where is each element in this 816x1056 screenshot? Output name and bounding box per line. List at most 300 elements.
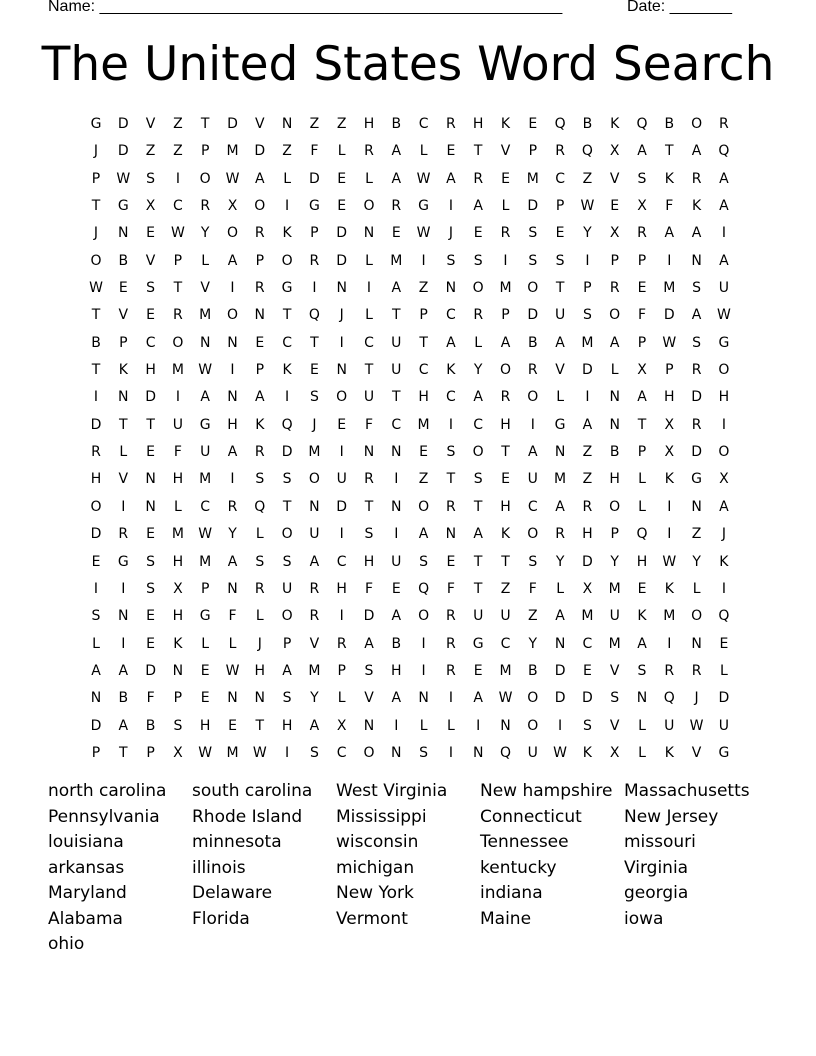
grid-letter: I — [175, 389, 180, 406]
grid-letter: D — [336, 498, 348, 515]
grid-letter: Z — [336, 116, 347, 132]
grid-letter: P — [200, 143, 210, 160]
grid-letter: G — [199, 608, 211, 625]
grid-letter: I — [448, 198, 453, 215]
word-list-item: kentucky — [480, 857, 557, 878]
grid-letter: W — [198, 744, 213, 761]
grid-letter: A — [118, 662, 129, 679]
grid-letter: R — [609, 280, 620, 297]
grid-letter: T — [392, 389, 401, 406]
grid-letter: I — [394, 717, 399, 734]
grid-letter: S — [146, 553, 156, 570]
grid-letter: A — [446, 334, 456, 351]
grid-letter: S — [91, 608, 101, 625]
grid-letter: K — [692, 198, 702, 215]
header-line — [48, 0, 748, 20]
grid-letter: W — [225, 170, 240, 187]
grid-letter: L — [119, 444, 128, 461]
grid-letter: X — [336, 717, 347, 734]
word-list-item: indiana — [480, 883, 543, 903]
grid-letter: E — [146, 225, 156, 242]
grid-letter: O — [254, 198, 266, 215]
grid-letter: L — [638, 471, 646, 488]
grid-letter: E — [582, 662, 592, 679]
grid-letter: N — [363, 717, 375, 734]
grid-letter: C — [173, 198, 183, 215]
grid-letter: X — [145, 198, 156, 215]
grid-letter: P — [665, 362, 674, 379]
grid-letter: C — [418, 116, 429, 132]
grid-letter: R — [336, 635, 347, 652]
grid-letter: I — [285, 389, 290, 406]
grid-letter: K — [664, 580, 674, 597]
grid-letter: C — [473, 416, 484, 433]
word-list-item: Alabama — [48, 908, 123, 929]
grid-letter: T — [473, 143, 483, 160]
word-list-item: minnesota — [192, 832, 282, 852]
grid-letter: H — [718, 389, 730, 406]
grid-letter: A — [555, 498, 565, 515]
grid-letter: A — [391, 143, 402, 160]
grid-letter: I — [93, 389, 99, 406]
grid-letter: K — [664, 170, 674, 187]
grid-letter: O — [718, 444, 730, 461]
grid-letter: M — [608, 635, 621, 652]
grid-letter: R — [500, 225, 511, 242]
grid-letter: B — [527, 662, 538, 679]
grid-letter: T — [473, 553, 483, 570]
word-list-item: West Virginia — [336, 781, 448, 801]
grid-letter: M — [554, 471, 567, 488]
grid-letter: F — [228, 608, 237, 625]
grid-letter: G — [281, 280, 293, 297]
grid-letter: W — [689, 717, 704, 734]
grid-letter: A — [691, 143, 702, 160]
grid-letter: O — [472, 280, 484, 297]
grid-letter: T — [665, 143, 674, 160]
grid-letter: T — [146, 416, 155, 433]
grid-letter: V — [200, 280, 210, 297]
grid-letter: Z — [173, 143, 183, 160]
grid-letter: L — [201, 252, 210, 269]
grid-letter: P — [91, 744, 101, 761]
grid-letter: U — [527, 744, 538, 761]
word-list-item: Massachusetts — [624, 781, 750, 801]
grid-letter: Z — [500, 580, 511, 597]
grid-letter: A — [691, 307, 702, 324]
grid-letter: E — [501, 471, 510, 488]
grid-letter: K — [118, 362, 128, 379]
grid-letter: A — [418, 526, 429, 543]
grid-letter: O — [226, 225, 239, 242]
grid-letter: L — [638, 744, 646, 761]
grid-letter: O — [281, 526, 293, 543]
grid-letter: L — [228, 635, 237, 652]
grid-letter: J — [694, 690, 699, 707]
grid-letter: V — [691, 744, 702, 761]
grid-letter: R — [473, 307, 484, 324]
grid-letter: P — [310, 225, 319, 242]
grid-letter: W — [170, 225, 185, 242]
grid-letter: N — [391, 744, 402, 761]
grid-letter: O — [199, 170, 211, 187]
grid-letter: L — [419, 143, 428, 160]
word-list-item: Maryland — [48, 883, 127, 903]
grid-letter: R — [254, 225, 265, 242]
grid-letter: C — [446, 389, 456, 406]
grid-letter: A — [282, 662, 292, 679]
grid-letter: D — [554, 690, 566, 707]
grid-letter: U — [391, 553, 402, 570]
grid-letter: R — [227, 498, 238, 515]
grid-letter: W — [662, 334, 677, 351]
grid-letter: D — [554, 662, 566, 679]
grid-letter: J — [257, 635, 262, 652]
grid-letter: A — [719, 498, 729, 515]
grid-letter: F — [146, 690, 155, 707]
grid-letter: D — [663, 307, 675, 324]
grid-letter: I — [421, 252, 426, 269]
grid-letter: O — [90, 252, 102, 269]
grid-letter: Z — [145, 143, 156, 160]
grid-letter: R — [309, 252, 320, 269]
grid-letter: S — [282, 690, 292, 707]
grid-letter: T — [173, 280, 183, 297]
grid-letter: Y — [583, 225, 592, 242]
grid-letter: S — [173, 717, 183, 734]
grid-letter: R — [446, 116, 456, 132]
grid-letter: E — [118, 280, 128, 297]
grid-letter: D — [363, 608, 375, 625]
grid-letter: E — [146, 307, 156, 324]
grid-letter: E — [473, 662, 483, 679]
grid-letter: T — [364, 498, 374, 515]
grid-letter: Z — [309, 116, 320, 132]
grid-letter: V — [145, 116, 156, 132]
word-list-item: New hampshire — [480, 781, 613, 801]
grid-letter: I — [366, 280, 372, 297]
grid-letter: E — [419, 444, 429, 461]
grid-letter: Q — [254, 498, 266, 515]
grid-letter: Q — [554, 116, 566, 132]
grid-letter: A — [555, 608, 565, 625]
grid-letter: U — [664, 717, 675, 734]
grid-letter: H — [609, 471, 620, 488]
grid-letter: A — [227, 252, 238, 269]
grid-letter: I — [667, 635, 672, 652]
grid-letter: L — [501, 198, 510, 215]
grid-letter: E — [446, 143, 456, 160]
grid-letter: G — [691, 471, 703, 488]
grid-letter: H — [199, 717, 211, 734]
grid-letter: U — [172, 416, 184, 433]
grid-letter: E — [337, 416, 347, 433]
grid-letter: O — [527, 690, 539, 707]
grid-letter: L — [255, 608, 264, 625]
grid-letter: I — [394, 526, 399, 543]
grid-letter: S — [446, 252, 456, 269]
grid-letter: P — [583, 280, 592, 297]
grid-letter: D — [145, 662, 156, 679]
grid-letter: D — [527, 307, 539, 324]
grid-letter: A — [255, 389, 265, 406]
grid-letter: R — [691, 362, 702, 379]
grid-letter: R — [446, 662, 456, 679]
grid-letter: C — [582, 635, 593, 652]
grid-letter: O — [691, 608, 703, 625]
grid-letter: I — [530, 416, 535, 433]
grid-letter: M — [199, 307, 212, 324]
grid-letter: N — [445, 526, 457, 543]
grid-letter: H — [254, 662, 266, 679]
grid-letter: R — [391, 198, 402, 215]
grid-letter: S — [528, 252, 538, 269]
grid-letter: M — [581, 334, 594, 351]
grid-letter: Q — [718, 143, 730, 160]
grid-letter: A — [200, 389, 210, 406]
grid-letter: Z — [418, 471, 429, 488]
grid-letter: R — [200, 198, 211, 215]
grid-letter: F — [446, 580, 455, 597]
grid-letter: K — [500, 526, 511, 543]
grid-letter: N — [554, 444, 566, 461]
grid-letter: Z — [528, 608, 538, 625]
grid-letter: A — [391, 690, 402, 707]
grid-letter: H — [336, 580, 347, 597]
grid-letter: P — [146, 744, 155, 761]
grid-letter: X — [609, 225, 620, 242]
grid-letter: O — [418, 608, 430, 625]
grid-letter: L — [446, 717, 455, 734]
grid-letter: N — [309, 498, 320, 515]
grid-letter: T — [282, 498, 292, 515]
grid-letter: S — [364, 662, 374, 679]
grid-letter: Z — [582, 444, 593, 461]
grid-letter: X — [637, 362, 647, 379]
grid-letter: A — [309, 553, 320, 570]
grid-letter: N — [145, 471, 156, 488]
grid-letter: A — [637, 389, 647, 406]
grid-letter: A — [719, 198, 729, 215]
grid-letter: N — [145, 498, 156, 515]
grid-letter: W — [580, 198, 595, 215]
grid-letter: Y — [473, 362, 483, 379]
grid-letter: L — [201, 635, 210, 652]
grid-letter: T — [91, 362, 101, 379]
date-field-label: Date: _______ — [627, 0, 732, 15]
grid-letter: R — [691, 662, 702, 679]
grid-letter: N — [254, 307, 266, 324]
grid-letter: L — [255, 526, 264, 543]
grid-letter: N — [691, 252, 702, 269]
grid-letter: I — [721, 416, 726, 433]
word-list-item: Pennsylvania — [48, 806, 160, 827]
word-list-item: north carolina — [48, 781, 167, 801]
grid-letter: O — [363, 198, 375, 215]
grid-letter: D — [691, 389, 702, 406]
grid-letter: K — [255, 416, 265, 433]
grid-letter: N — [118, 225, 129, 242]
grid-letter: I — [121, 635, 126, 652]
grid-letter: I — [503, 252, 508, 269]
grid-letter: D — [90, 717, 102, 734]
grid-letter: C — [555, 170, 565, 187]
grid-letter: D — [227, 116, 238, 132]
word-list-item: georgia — [624, 883, 689, 903]
grid-letter: E — [146, 608, 156, 625]
grid-letter: L — [638, 498, 646, 515]
grid-letter: G — [117, 553, 129, 570]
grid-letter: J — [448, 225, 453, 242]
grid-letter: K — [582, 744, 592, 761]
word-list-item: Florida — [192, 908, 250, 929]
word-list — [48, 779, 768, 959]
grid-letter: T — [637, 416, 647, 433]
grid-letter: O — [336, 389, 348, 406]
grid-letter: I — [585, 252, 590, 269]
grid-letter: R — [691, 416, 702, 433]
grid-letter: K — [637, 608, 647, 625]
grid-letter: E — [309, 362, 319, 379]
word-list-item: wisconsin — [336, 832, 419, 852]
grid-letter: X — [637, 198, 647, 215]
word-list-item: Connecticut — [480, 806, 582, 827]
grid-letter: I — [175, 170, 180, 187]
grid-letter: O — [718, 362, 730, 379]
grid-letter: E — [146, 444, 156, 461]
grid-letter: I — [721, 580, 726, 597]
grid-letter: A — [691, 225, 702, 242]
grid-letter: Q — [718, 608, 730, 625]
grid-letter: T — [555, 280, 565, 297]
grid-letter: W — [116, 170, 131, 187]
grid-letter: H — [391, 662, 402, 679]
grid-letter: K — [500, 116, 511, 132]
grid-letter: M — [171, 362, 184, 379]
grid-letter: U — [500, 608, 511, 625]
grid-letter: D — [254, 143, 266, 160]
grid-letter: S — [282, 553, 292, 570]
grid-letter: S — [146, 580, 156, 597]
grid-letter: A — [473, 198, 483, 215]
grid-letter: I — [339, 608, 344, 625]
grid-letter: L — [365, 307, 373, 324]
grid-letter: T — [473, 498, 483, 515]
grid-letter: R — [664, 662, 675, 679]
word-list-item: ohio — [48, 934, 85, 954]
grid-letter: A — [118, 717, 129, 734]
grid-letter: R — [582, 498, 593, 515]
grid-letter: Z — [418, 280, 429, 297]
grid-letter: E — [200, 662, 210, 679]
grid-letter: F — [173, 444, 182, 461]
grid-letter: Z — [691, 526, 702, 543]
grid-letter: B — [582, 116, 593, 132]
grid-letter: T — [282, 307, 292, 324]
grid-letter: I — [448, 416, 453, 433]
grid-letter: Z — [582, 471, 593, 488]
grid-letter: A — [473, 690, 483, 707]
grid-letter: P — [419, 307, 428, 324]
grid-letter: U — [609, 608, 620, 625]
grid-letter: A — [391, 280, 402, 297]
word-list-item: Virginia — [624, 857, 689, 878]
grid-letter: N — [227, 690, 238, 707]
grid-letter: N — [336, 362, 347, 379]
grid-letter: X — [173, 580, 183, 597]
grid-letter: Z — [582, 170, 593, 187]
grid-letter: I — [93, 580, 99, 597]
grid-letter: U — [391, 362, 402, 379]
word-list-item: louisiana — [48, 832, 124, 852]
grid-letter: Z — [282, 143, 292, 160]
grid-letter: W — [198, 526, 213, 543]
grid-letter: S — [146, 280, 156, 297]
grid-letter: R — [691, 170, 702, 187]
grid-letter: D — [582, 362, 593, 379]
grid-letter: H — [363, 116, 375, 132]
grid-letter: K — [173, 635, 183, 652]
grid-letter: H — [363, 553, 375, 570]
grid-letter: P — [555, 198, 565, 215]
grid-letter: A — [473, 526, 483, 543]
grid-letter: N — [90, 690, 102, 707]
word-list-item: iowa — [624, 908, 664, 929]
grid-letter: E — [337, 198, 347, 215]
grid-letter: A — [555, 334, 565, 351]
grid-letter: N — [391, 498, 402, 515]
grid-letter: T — [255, 717, 265, 734]
grid-letter: O — [499, 362, 512, 379]
grid-letter: U — [363, 389, 375, 406]
grid-letter: H — [227, 416, 238, 433]
grid-letter: P — [91, 170, 101, 187]
grid-letter: S — [419, 744, 429, 761]
grid-letter: T — [419, 334, 428, 351]
grid-letter: S — [255, 471, 265, 488]
grid-letter: T — [119, 744, 128, 761]
grid-letter: A — [528, 444, 538, 461]
grid-letter: E — [473, 225, 483, 242]
grid-letter: E — [391, 225, 401, 242]
grid-letter: N — [227, 389, 238, 406]
grid-letter: F — [528, 580, 537, 597]
grid-letter: S — [146, 170, 156, 187]
grid-letter: X — [609, 143, 620, 160]
grid-letter: E — [337, 170, 347, 187]
grid-letter: Q — [663, 690, 675, 707]
grid-letter: W — [252, 744, 267, 761]
word-list-item: Delaware — [192, 883, 273, 903]
grid-letter: P — [637, 252, 647, 269]
grid-letter: D — [145, 389, 156, 406]
grid-letter: D — [117, 116, 129, 132]
grid-letter: E — [610, 198, 620, 215]
grid-letter: Q — [636, 116, 648, 132]
grid-letter: I — [339, 526, 344, 543]
grid-letter: W — [716, 307, 731, 324]
grid-letter: L — [365, 170, 373, 187]
grid-letter: X — [664, 444, 675, 461]
grid-letter: H — [90, 471, 102, 488]
grid-letter: F — [364, 580, 374, 597]
name-field-label: Name: ____________________________________________________ — [48, 0, 563, 15]
grid-letter: T — [501, 553, 510, 570]
grid-letter: B — [664, 116, 675, 132]
grid-letter: N — [336, 280, 347, 297]
grid-letter: M — [663, 280, 676, 297]
grid-letter: O — [363, 744, 375, 761]
